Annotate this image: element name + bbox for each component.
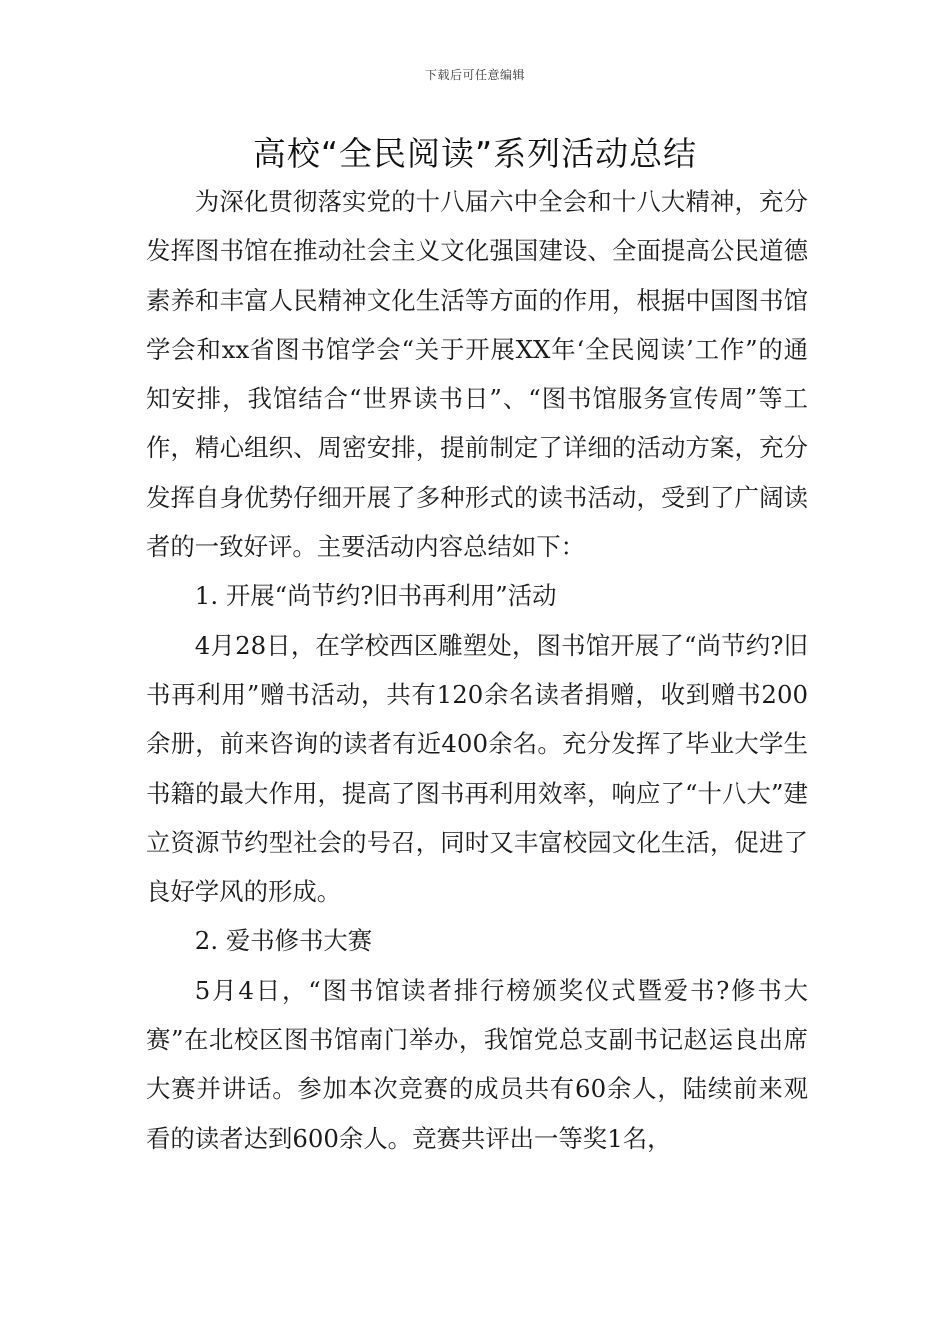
section-heading-1: 1. 开展“尚节约?旧书再利用”活动 [194, 581, 557, 611]
section-heading-2: 2. 爱书修书大赛 [194, 926, 373, 956]
paragraph-intro: 为深化贯彻落实党的十八届六中全会和十八大精神，充分发挥图书馆在推动社会主义文化强国建设、全面提高公民道德素养和丰富人民精神文化生活等方面的作用，根据中国图书馆学会和xx省图书馆学会“关于开展XX年‘全民阅读’工作”的通知安排，我馆结合“世界读书日”、“图书馆服务宣传周”等工作，精心组织、周密安排，提前制定了详细的活动方案，充分发挥自身优势仔细开展了多种形式的读书活动，受到了广阔读者的一致好评。主要活动内容总结如下： [146, 187, 808, 562]
header-note: 下载后可任意编辑 [424, 68, 525, 82]
paragraph-section-2: 5月4日，“图书馆读者排行榜颁奖仪式暨爱书?修书大赛”在北校区图书馆南门举办，我馆党总支副书记赵运良出席大赛并讲话。参加本次竞赛的成员共有60余人，陆续前来观看的读者达到600余人。竞赛共评出一等奖1名， [146, 975, 808, 1153]
document-title: 高校“全民阅读”系列活动总结 [252, 134, 698, 173]
paragraph-section-1: 4月28日，在学校西区雕塑处，图书馆开展了“尚节约?旧书再利用”赠书活动，共有120余名读者捐赠，收到赠书200余册，前来咨询的读者有近400余名。充分发挥了毕业大学生书籍的最大作用，提高了图书再利用效率，响应了“十八大”建立资源节约型社会的号召，同时又丰富校园文化生活，促进了良好学风的形成。 [146, 630, 808, 907]
document-body [146, 177, 808, 1163]
